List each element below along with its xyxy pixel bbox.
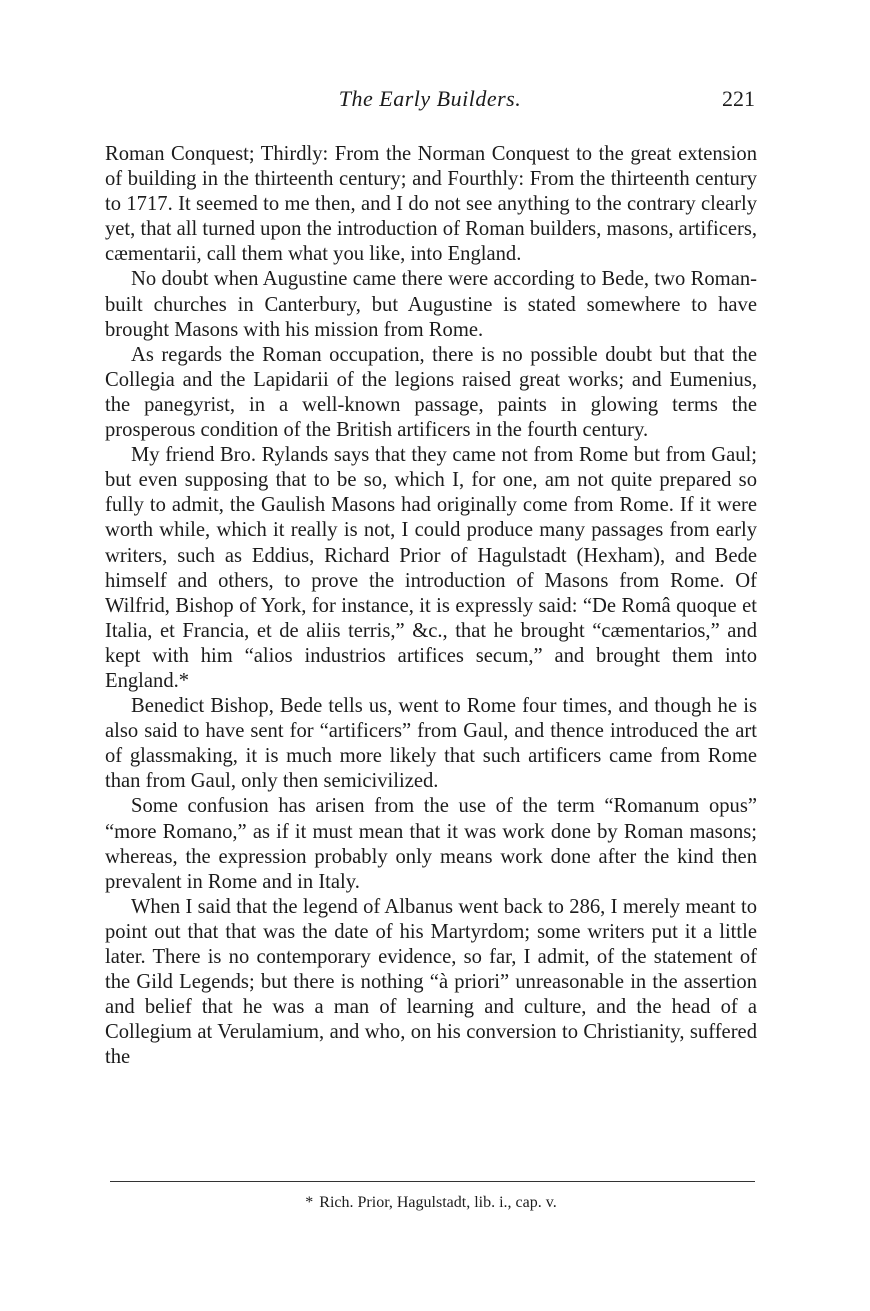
paragraph-rylands: My friend Bro. Rylands says that they came not from Rome but from Gaul; but even supposing that to be so, which I, for one, am not quite prepared so fully to admit, the Gaulish Masons had originally come from Rome. If it were worth while, which it really is not, I could produce many passages from early writers, such as Eddius, Richard Prior of Hagulstadt (Hexham), and Bede himself and others, to prove the introduction of Masons from Rome. Of Wilfrid, Bishop of York, for instance, it is expressly said: “De Româ quoque et Italia, et Francia, et de aliis terris,” &c., that he brought “cæmentarios,” and kept with him “alios industrios artifices secum,” and brought them into England.*	[105, 444, 757, 692]
running-title: The Early Builders.	[338, 86, 522, 111]
paragraph-continuation: Roman Conquest; Thirdly: From the Norman Conquest to the great extension of building in the thirteenth century; and Fourthly: From the thirteenth century to 1717. It seemed to me then, and I do not see anything to the contrary clearly yet, that all turned upon the introduction of Roman builders, masons, artificers, cæmentarii, call them what you like, into England.	[105, 143, 757, 266]
paragraph-augustine: No doubt when Augustine came there were according to Bede, two Roman-built churches in Canterbury, but Augustine is stated somewhere to have brought Masons with his mission from Rome.	[105, 268, 757, 341]
paragraph-romanum-opus: Some confusion has arisen from the use of the term “Romanum opus” “more Romano,” as if it must mean that it was work done by Roman masons; whereas, the expression probably only means work done after the kind then prevalent in Rome and in Italy.	[105, 795, 757, 893]
footnote-text: Rich. Prior, Hagulstadt, lib. i., cap. v.	[319, 1194, 557, 1211]
footnote	[105, 1192, 757, 1214]
paragraph-benedict-bishop: Benedict Bishop, Bede tells us, went to Rome four times, and though he is also said to have sent for “artificers” from Gaul, and thence introduced the art of glassmaking, it is much more likely that such artificers came from Rome than from Gaul, only then semicivilized.	[105, 695, 757, 793]
body-text	[105, 142, 757, 1070]
page-number: 221	[722, 86, 755, 111]
paragraph-roman-occupation: As regards the Roman occupation, there is no possible doubt but that the Collegia and the Lapidarii of the legions raised great works; and Eumenius, the panegyrist, in a well-known passage, paints in glowing terms the prosperous condition of the British artificers in the fourth century.	[105, 343, 757, 442]
paragraph-albanus: When I said that the legend of Albanus went back to 286, I merely meant to point out that that was the date of his Martyrdom; some writers put it a little later. There is no contemporary evidence, so far, I admit, of the statement of the Gild Legends; but there is nothing “à priori” unreasonable in the assertion and belief that he was a man of learning and culture, and the head of a Collegium at Verulamium, and who, on his conversion to Christianity, suffered the	[105, 895, 757, 1069]
footnote-divider	[110, 1181, 755, 1182]
footnote-mark: *	[305, 1194, 314, 1211]
running-head	[105, 86, 755, 120]
